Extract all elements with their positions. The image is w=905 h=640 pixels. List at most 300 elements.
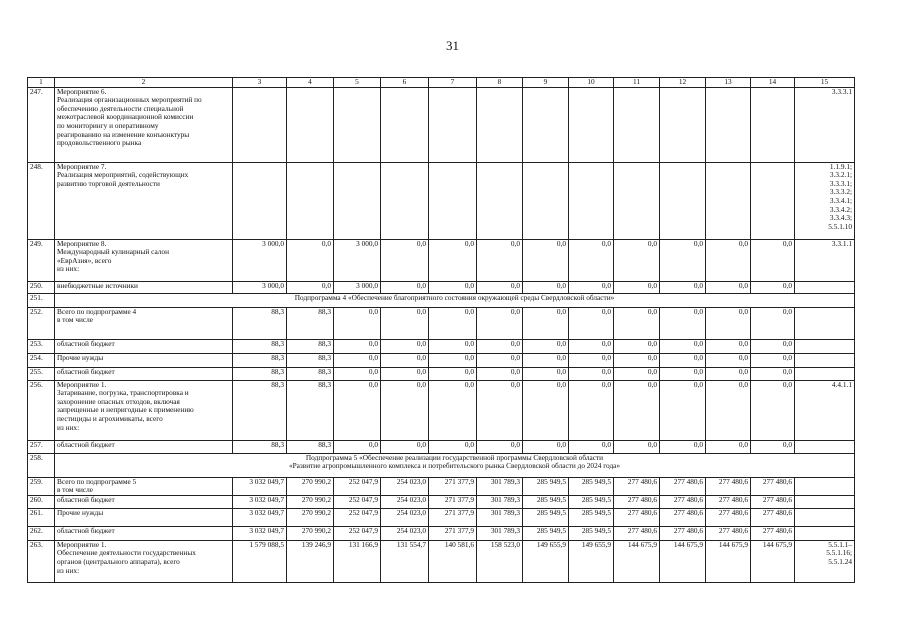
value-cell: 0,0 xyxy=(614,239,660,281)
item-name-line: областной бюджет xyxy=(57,495,115,504)
value-cell: 0,0 xyxy=(381,339,429,353)
value-cell: 0,0 xyxy=(429,367,477,380)
item-name-line: «ЕврАзия», всего xyxy=(57,255,112,265)
value-cell xyxy=(706,162,751,239)
value-cell: 0,0 xyxy=(477,307,523,339)
value-cell: 88,3 xyxy=(233,380,287,440)
value-cell: 0,0 xyxy=(569,339,614,353)
value-cell xyxy=(429,87,477,162)
column-number: 5 xyxy=(334,78,381,88)
row-number: 248. xyxy=(28,162,55,239)
value-cell: 88,3 xyxy=(287,440,334,453)
item-name xyxy=(55,239,233,281)
value-cell xyxy=(334,162,381,239)
value-cell: 88,3 xyxy=(233,367,287,380)
item-name-line: Мероприятие 1. xyxy=(57,540,107,549)
value-cell: 0,0 xyxy=(381,239,429,281)
subprogram-heading-line: Подпрограмма 5 «Обеспечение реализации государственной программы Свердловской области xyxy=(305,453,604,462)
table-row xyxy=(28,281,855,293)
column-number: 1 xyxy=(28,78,55,88)
value-cell: 277 480,6 xyxy=(751,477,795,495)
item-name-line: захоронение опасных отходов, включая xyxy=(57,396,180,406)
table-row xyxy=(28,307,855,339)
target-code xyxy=(795,440,855,453)
value-cell: 3 000,0 xyxy=(233,239,287,281)
value-cell: 277 480,6 xyxy=(660,477,706,495)
table-row xyxy=(28,540,855,582)
value-cell: 301 789,3 xyxy=(477,526,523,540)
value-cell: 0,0 xyxy=(429,239,477,281)
item-name-line: Прочие нужды xyxy=(57,353,104,362)
value-cell: 271 377,9 xyxy=(429,477,477,495)
item-name-line: из них: xyxy=(57,565,80,575)
item-name-line: Затаривание, погрузка, транспортировка и xyxy=(57,388,189,398)
item-name xyxy=(55,380,233,440)
column-number: 7 xyxy=(429,78,477,88)
item-name-line: Мероприятие 8. xyxy=(57,239,107,248)
row-number: 254. xyxy=(28,353,55,367)
value-cell: 0,0 xyxy=(614,307,660,339)
table-row xyxy=(28,508,855,526)
value-cell: 0,0 xyxy=(523,380,569,440)
row-number: 263. xyxy=(28,540,55,582)
value-cell xyxy=(381,87,429,162)
value-cell: 88,3 xyxy=(233,339,287,353)
value-cell: 88,3 xyxy=(287,380,334,440)
value-cell: 277 480,6 xyxy=(614,526,660,540)
value-cell: 0,0 xyxy=(706,239,751,281)
value-cell xyxy=(523,87,569,162)
value-cell: 144 675,9 xyxy=(706,540,751,582)
item-name xyxy=(55,281,233,293)
row-number: 258. xyxy=(28,453,55,477)
subprogram-heading-line: «Развитие агропромышленного комплекса и потребительского рынка Свердловской области до 2024 года» xyxy=(288,461,621,471)
value-cell: 0,0 xyxy=(523,440,569,453)
value-cell: 285 949,5 xyxy=(569,495,614,508)
value-cell: 277 480,6 xyxy=(706,495,751,508)
value-cell: 0,0 xyxy=(477,281,523,293)
value-cell: 0,0 xyxy=(569,440,614,453)
value-cell xyxy=(477,87,523,162)
column-number-row xyxy=(28,78,855,88)
value-cell xyxy=(660,87,706,162)
value-cell xyxy=(706,87,751,162)
target-code xyxy=(795,307,855,339)
table-row xyxy=(28,495,855,508)
value-cell: 0,0 xyxy=(429,353,477,367)
value-cell: 277 480,6 xyxy=(706,526,751,540)
item-name-line: пестициды и агрохимикаты, всего xyxy=(57,413,163,423)
row-number: 250. xyxy=(28,281,55,293)
value-cell: 0,0 xyxy=(523,339,569,353)
value-cell: 1 579 088,5 xyxy=(233,540,287,582)
value-cell: 0,0 xyxy=(477,339,523,353)
table-row xyxy=(28,380,855,440)
item-name-line: Обеспечение деятельности государственных xyxy=(57,548,196,558)
value-cell: 0,0 xyxy=(523,239,569,281)
value-cell xyxy=(381,162,429,239)
table-row xyxy=(28,477,855,495)
target-code xyxy=(795,526,855,540)
row-number: 253. xyxy=(28,339,55,353)
value-cell: 285 949,5 xyxy=(523,526,569,540)
row-number: 257. xyxy=(28,440,55,453)
value-cell: 0,0 xyxy=(523,353,569,367)
value-cell xyxy=(751,162,795,239)
value-cell: 277 480,6 xyxy=(614,477,660,495)
item-name xyxy=(55,440,233,453)
target-code: 3.3.3.1 xyxy=(795,87,855,162)
value-cell: 0,0 xyxy=(614,380,660,440)
section-row xyxy=(28,453,855,477)
target-code xyxy=(795,353,855,367)
value-cell: 254 023,0 xyxy=(381,508,429,526)
item-name-line: органов (центрального аппарата), всего xyxy=(57,556,180,566)
value-cell: 285 949,5 xyxy=(569,508,614,526)
value-cell: 144 675,9 xyxy=(660,540,706,582)
item-name-line: внебюджетные источники xyxy=(57,281,138,290)
table-row xyxy=(28,239,855,281)
value-cell: 254 023,0 xyxy=(381,526,429,540)
value-cell: 131 166,9 xyxy=(334,540,381,582)
value-cell: 252 047,9 xyxy=(334,495,381,508)
value-cell: 0,0 xyxy=(287,281,334,293)
value-cell: 277 480,6 xyxy=(660,526,706,540)
value-cell: 149 655,9 xyxy=(523,540,569,582)
column-number: 3 xyxy=(233,78,287,88)
value-cell: 277 480,6 xyxy=(660,508,706,526)
item-name-line: запрещенные и непригодные к применению xyxy=(57,405,194,415)
column-number: 6 xyxy=(381,78,429,88)
value-cell: 0,0 xyxy=(381,367,429,380)
value-cell: 0,0 xyxy=(706,339,751,353)
item-name xyxy=(55,540,233,582)
value-cell xyxy=(334,87,381,162)
value-cell: 0,0 xyxy=(751,440,795,453)
value-cell: 0,0 xyxy=(334,440,381,453)
value-cell: 0,0 xyxy=(751,367,795,380)
item-name-line: Реализация мероприятий, содействующих xyxy=(57,170,189,180)
row-number: 262. xyxy=(28,526,55,540)
table-row xyxy=(28,87,855,162)
value-cell xyxy=(287,162,334,239)
value-cell: 0,0 xyxy=(660,339,706,353)
value-cell: 0,0 xyxy=(523,367,569,380)
value-cell: 0,0 xyxy=(381,353,429,367)
value-cell: 3 000,0 xyxy=(233,281,287,293)
value-cell: 140 581,6 xyxy=(429,540,477,582)
subprogram-heading xyxy=(55,293,855,307)
value-cell: 0,0 xyxy=(660,307,706,339)
table-row xyxy=(28,339,855,353)
column-number: 10 xyxy=(569,78,614,88)
value-cell: 88,3 xyxy=(233,440,287,453)
target-code: 1.1.9.1; 3.3.2.1; 3.3.3.1; 3.3.3.2; 3.3.4.1; 3.3.4.2; 3.3.4.3; 5.5.1.10 xyxy=(795,162,855,239)
value-cell: 0,0 xyxy=(381,307,429,339)
item-name-line: Мероприятие 1. xyxy=(57,380,107,389)
value-cell: 0,0 xyxy=(287,239,334,281)
value-cell: 270 990,2 xyxy=(287,526,334,540)
item-name xyxy=(55,495,233,508)
item-name-line: областной бюджет xyxy=(57,526,115,535)
subprogram-heading-line: Подпрограмма 4 «Обеспечение благоприятного состояния окружающей среды Свердловской области» xyxy=(294,293,615,302)
value-cell: 254 023,0 xyxy=(381,477,429,495)
item-name xyxy=(55,339,233,353)
value-cell: 277 480,6 xyxy=(751,495,795,508)
value-cell: 0,0 xyxy=(751,281,795,293)
table-row xyxy=(28,162,855,239)
value-cell: 0,0 xyxy=(706,307,751,339)
value-cell: 0,0 xyxy=(751,339,795,353)
value-cell: 3 032 049,7 xyxy=(233,495,287,508)
value-cell: 88,3 xyxy=(233,307,287,339)
value-cell: 131 554,7 xyxy=(381,540,429,582)
value-cell: 0,0 xyxy=(523,307,569,339)
item-name-line: Мероприятие 7. xyxy=(57,162,107,171)
item-name xyxy=(55,87,233,162)
value-cell: 0,0 xyxy=(660,440,706,453)
value-cell: 158 523,0 xyxy=(477,540,523,582)
value-cell xyxy=(614,162,660,239)
item-name-line: в том числе xyxy=(57,485,94,495)
column-number: 4 xyxy=(287,78,334,88)
value-cell xyxy=(429,162,477,239)
item-name xyxy=(55,477,233,495)
value-cell: 0,0 xyxy=(614,440,660,453)
row-number: 256. xyxy=(28,380,55,440)
row-number: 252. xyxy=(28,307,55,339)
value-cell: 270 990,2 xyxy=(287,477,334,495)
value-cell: 0,0 xyxy=(569,367,614,380)
value-cell: 0,0 xyxy=(381,281,429,293)
value-cell: 0,0 xyxy=(334,367,381,380)
value-cell: 88,3 xyxy=(287,339,334,353)
value-cell: 301 789,3 xyxy=(477,508,523,526)
value-cell: 144 675,9 xyxy=(614,540,660,582)
value-cell: 3 032 049,7 xyxy=(233,526,287,540)
target-code: 4.4.1.1 xyxy=(795,380,855,440)
table-body xyxy=(28,78,855,583)
value-cell: 0,0 xyxy=(477,440,523,453)
value-cell xyxy=(287,87,334,162)
value-cell: 271 377,9 xyxy=(429,526,477,540)
value-cell xyxy=(751,87,795,162)
value-cell: 0,0 xyxy=(660,281,706,293)
value-cell: 0,0 xyxy=(614,353,660,367)
value-cell: 0,0 xyxy=(569,353,614,367)
value-cell xyxy=(569,162,614,239)
value-cell: 0,0 xyxy=(381,440,429,453)
table-row xyxy=(28,353,855,367)
item-name-line: из них: xyxy=(57,264,80,274)
value-cell: 88,3 xyxy=(287,353,334,367)
item-name-line: межотраслевой координационной комиссии xyxy=(57,112,194,122)
value-cell: 285 949,5 xyxy=(569,477,614,495)
item-name-line: Международный кулинарный салон xyxy=(57,247,169,257)
value-cell: 3 000,0 xyxy=(334,281,381,293)
value-cell: 0,0 xyxy=(429,380,477,440)
value-cell: 0,0 xyxy=(569,380,614,440)
value-cell: 3 000,0 xyxy=(334,239,381,281)
value-cell: 285 949,5 xyxy=(523,495,569,508)
value-cell: 270 990,2 xyxy=(287,495,334,508)
value-cell: 277 480,6 xyxy=(751,508,795,526)
value-cell xyxy=(233,162,287,239)
value-cell xyxy=(233,87,287,162)
value-cell: 301 789,3 xyxy=(477,477,523,495)
value-cell: 0,0 xyxy=(429,339,477,353)
item-name xyxy=(55,526,233,540)
item-name-line: областной бюджет xyxy=(57,367,115,376)
column-number: 11 xyxy=(614,78,660,88)
value-cell: 277 480,6 xyxy=(614,508,660,526)
value-cell: 0,0 xyxy=(706,440,751,453)
value-cell: 0,0 xyxy=(429,440,477,453)
target-code xyxy=(795,508,855,526)
value-cell xyxy=(660,162,706,239)
value-cell: 88,3 xyxy=(287,307,334,339)
column-number: 8 xyxy=(477,78,523,88)
value-cell: 0,0 xyxy=(477,353,523,367)
row-number: 251. xyxy=(28,293,55,307)
item-name xyxy=(55,508,233,526)
value-cell: 0,0 xyxy=(751,239,795,281)
value-cell: 0,0 xyxy=(614,281,660,293)
table-row xyxy=(28,440,855,453)
value-cell: 0,0 xyxy=(614,339,660,353)
row-number: 259. xyxy=(28,477,55,495)
value-cell: 0,0 xyxy=(660,367,706,380)
value-cell: 3 032 049,7 xyxy=(233,508,287,526)
budget-table xyxy=(27,77,855,583)
target-code xyxy=(795,477,855,495)
table-row xyxy=(28,367,855,380)
value-cell: 285 949,5 xyxy=(523,508,569,526)
value-cell: 252 047,9 xyxy=(334,477,381,495)
item-name-line: Реализация организационных мероприятий по xyxy=(57,95,202,105)
subprogram-heading xyxy=(55,453,855,477)
value-cell: 285 949,5 xyxy=(523,477,569,495)
value-cell: 3 032 049,7 xyxy=(233,477,287,495)
value-cell: 139 246,9 xyxy=(287,540,334,582)
value-cell: 0,0 xyxy=(477,367,523,380)
value-cell: 301 789,3 xyxy=(477,495,523,508)
column-number: 13 xyxy=(706,78,751,88)
item-name xyxy=(55,367,233,380)
value-cell: 0,0 xyxy=(706,353,751,367)
value-cell xyxy=(523,162,569,239)
value-cell: 0,0 xyxy=(569,281,614,293)
row-number: 247. xyxy=(28,87,55,162)
item-name-line: по мониторингу и оперативному xyxy=(57,120,159,130)
value-cell xyxy=(614,87,660,162)
value-cell: 0,0 xyxy=(660,380,706,440)
value-cell: 0,0 xyxy=(660,353,706,367)
item-name-line: обеспечению деятельности специальной xyxy=(57,103,184,113)
value-cell: 0,0 xyxy=(751,307,795,339)
target-code xyxy=(795,495,855,508)
item-name-line: в том числе xyxy=(57,315,94,325)
value-cell: 277 480,6 xyxy=(706,508,751,526)
row-number: 249. xyxy=(28,239,55,281)
row-number: 261. xyxy=(28,508,55,526)
item-name-line: Прочие нужды xyxy=(57,508,104,517)
item-name-line: Всего по подпрограмме 5 xyxy=(57,477,137,486)
item-name-line: областной бюджет xyxy=(57,339,115,348)
value-cell: 144 675,9 xyxy=(751,540,795,582)
value-cell: 277 480,6 xyxy=(660,495,706,508)
item-name-line: Мероприятие 6. xyxy=(57,87,107,96)
item-name-line: Всего по подпрограмме 4 xyxy=(57,307,137,316)
value-cell: 0,0 xyxy=(477,380,523,440)
value-cell: 271 377,9 xyxy=(429,495,477,508)
table-row xyxy=(28,526,855,540)
column-number: 15 xyxy=(795,78,855,88)
column-number: 14 xyxy=(751,78,795,88)
item-name xyxy=(55,162,233,239)
column-number: 9 xyxy=(523,78,569,88)
value-cell: 285 949,5 xyxy=(569,526,614,540)
item-name-line: продовольственного рынка xyxy=(57,138,142,148)
item-name xyxy=(55,353,233,367)
target-code xyxy=(795,367,855,380)
value-cell: 254 023,0 xyxy=(381,495,429,508)
value-cell: 0,0 xyxy=(569,307,614,339)
value-cell: 270 990,2 xyxy=(287,508,334,526)
value-cell xyxy=(477,162,523,239)
value-cell: 0,0 xyxy=(381,380,429,440)
value-cell: 277 480,6 xyxy=(614,495,660,508)
value-cell: 0,0 xyxy=(660,239,706,281)
value-cell: 0,0 xyxy=(751,380,795,440)
value-cell: 277 480,6 xyxy=(706,477,751,495)
value-cell: 0,0 xyxy=(477,239,523,281)
item-name-line: областной бюджет xyxy=(57,440,115,449)
value-cell: 149 655,9 xyxy=(569,540,614,582)
value-cell: 0,0 xyxy=(706,380,751,440)
value-cell: 88,3 xyxy=(233,353,287,367)
value-cell: 0,0 xyxy=(429,281,477,293)
row-number: 255. xyxy=(28,367,55,380)
item-name-line: реагированию на изменение конъюнктуры xyxy=(57,129,190,139)
column-number: 12 xyxy=(660,78,706,88)
value-cell: 252 047,9 xyxy=(334,508,381,526)
target-code xyxy=(795,281,855,293)
value-cell: 271 377,9 xyxy=(429,508,477,526)
column-number: 2 xyxy=(55,78,233,88)
target-code: 3.3.1.1 xyxy=(795,239,855,281)
item-name xyxy=(55,307,233,339)
value-cell: 88,3 xyxy=(287,367,334,380)
value-cell: 0,0 xyxy=(706,367,751,380)
value-cell: 0,0 xyxy=(614,367,660,380)
value-cell: 252 047,9 xyxy=(334,526,381,540)
value-cell: 0,0 xyxy=(751,353,795,367)
value-cell: 0,0 xyxy=(334,339,381,353)
page-number: 31 xyxy=(446,38,459,53)
item-name-line: из них: xyxy=(57,422,80,432)
value-cell: 0,0 xyxy=(334,353,381,367)
value-cell: 0,0 xyxy=(429,307,477,339)
value-cell: 277 480,6 xyxy=(751,526,795,540)
target-code xyxy=(795,339,855,353)
row-number: 260. xyxy=(28,495,55,508)
value-cell: 0,0 xyxy=(334,307,381,339)
section-row xyxy=(28,293,855,307)
value-cell: 0,0 xyxy=(706,281,751,293)
value-cell: 0,0 xyxy=(334,380,381,440)
value-cell: 0,0 xyxy=(523,281,569,293)
